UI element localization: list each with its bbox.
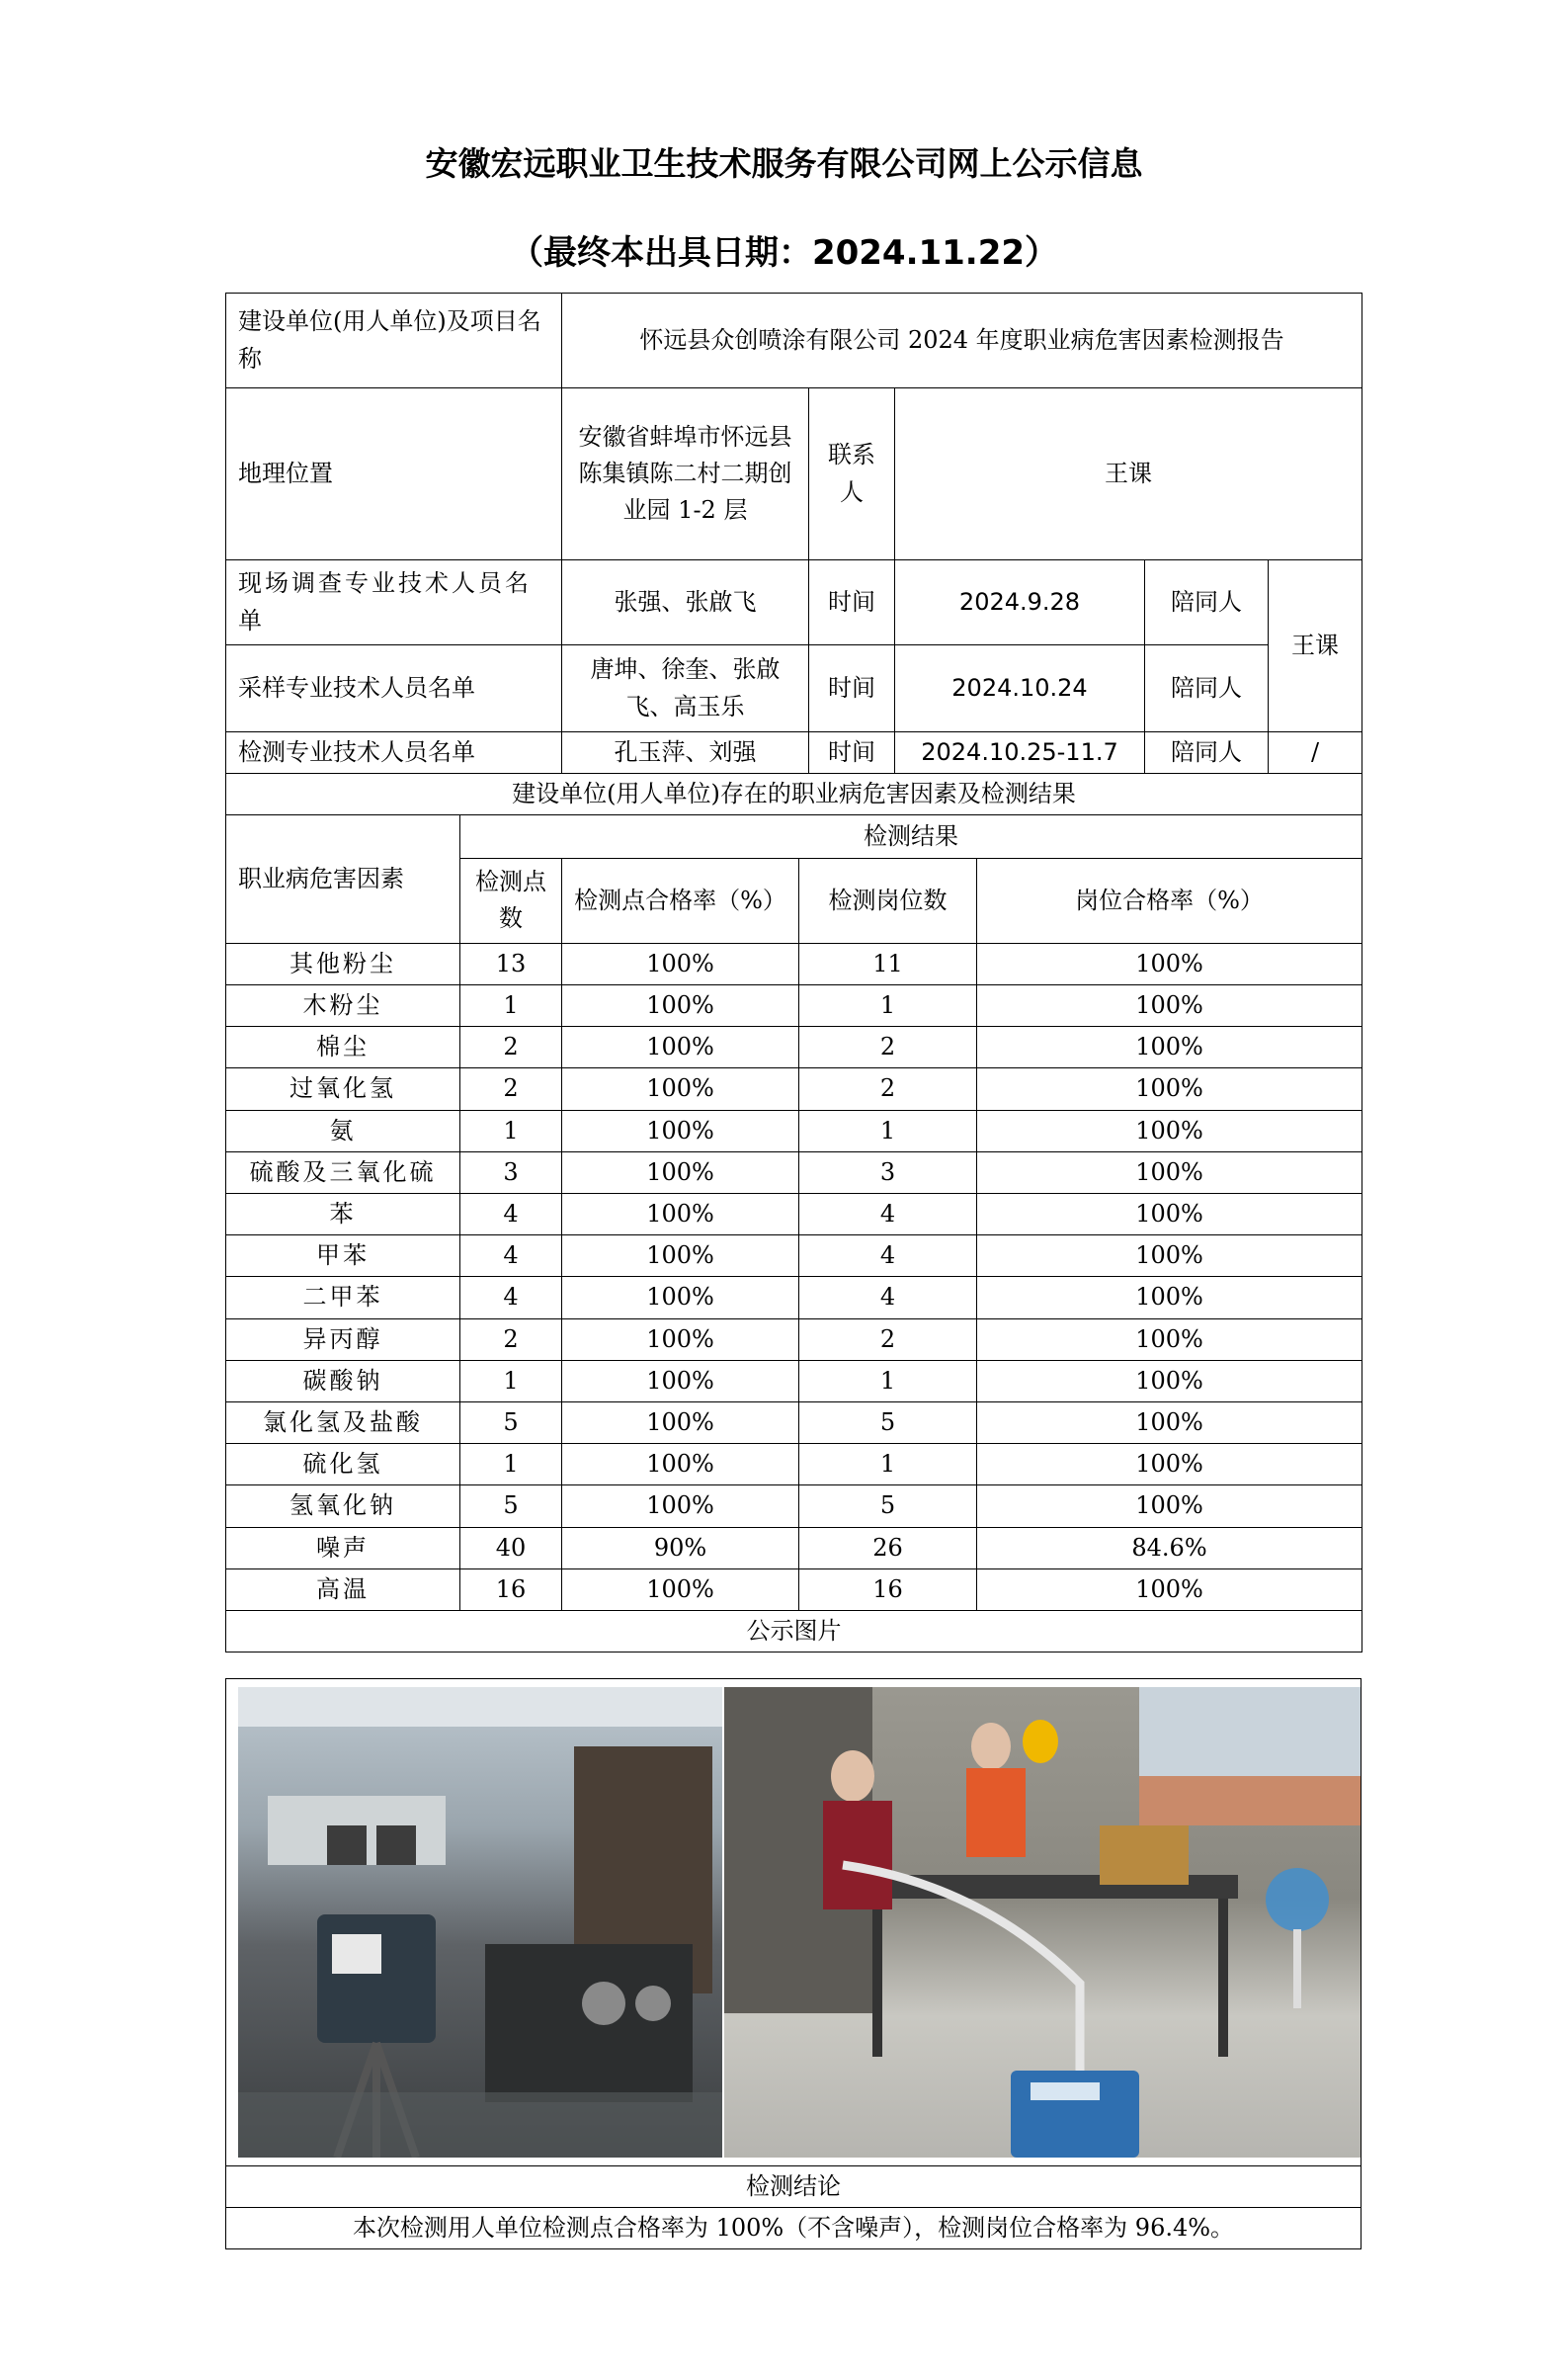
result-point-rate: 100% — [562, 1360, 799, 1401]
result-row — [226, 1360, 1362, 1401]
result-post-rate: 100% — [977, 1235, 1362, 1277]
photos-section-title: 公示图片 — [226, 1610, 1362, 1652]
result-point-rate: 100% — [562, 985, 799, 1027]
photos-cell — [226, 1679, 1362, 2166]
project-value: 怀远县众创喷涂有限公司 2024 年度职业病危害因素检测报告 — [562, 294, 1362, 388]
result-post-rate: 100% — [977, 1194, 1362, 1235]
result-post-rate: 100% — [977, 1068, 1362, 1110]
issue-date: （最终本出具日期：2024.11.22） — [509, 233, 1059, 273]
testing-time-label: 时间 — [809, 732, 895, 774]
disclosure-table-wrapper — [225, 293, 1362, 2249]
result-row — [226, 943, 1362, 984]
result-points: 1 — [460, 985, 562, 1027]
accompany-value: 王课 — [1269, 560, 1362, 732]
result-factor: 二甲苯 — [226, 1277, 460, 1318]
testing-time-value: 2024.10.25-11.7 — [895, 732, 1145, 774]
survey-time-value: 2024.9.28 — [895, 560, 1145, 645]
sampling-staff-label: 采样专业技术人员名单 — [226, 645, 562, 732]
result-post-rate: 84.6% — [977, 1527, 1362, 1568]
result-factor: 苯 — [226, 1194, 460, 1235]
result-factor: 噪声 — [226, 1527, 460, 1568]
project-label: 建设单位(用人单位)及项目名称 — [226, 294, 562, 388]
result-post-rate: 100% — [977, 1151, 1362, 1193]
result-row — [226, 1068, 1362, 1110]
result-point-rate: 100% — [562, 1568, 799, 1610]
conclusion-title: 检测结论 — [226, 2166, 1362, 2208]
result-point-rate: 100% — [562, 1110, 799, 1151]
result-posts: 16 — [799, 1568, 977, 1610]
col-points-header: 检测点数 — [460, 858, 562, 943]
result-post-rate: 100% — [977, 943, 1362, 984]
col-point-rate-header: 检测点合格率（%） — [562, 858, 799, 943]
result-posts: 11 — [799, 943, 977, 984]
result-posts: 1 — [799, 1110, 977, 1151]
result-post-rate: 100% — [977, 1401, 1362, 1443]
result-points: 5 — [460, 1401, 562, 1443]
result-row — [226, 1318, 1362, 1360]
result-factor: 高温 — [226, 1568, 460, 1610]
result-post-rate: 100% — [977, 1318, 1362, 1360]
result-factor: 氯化氢及盐酸 — [226, 1401, 460, 1443]
result-post-rate: 100% — [977, 1277, 1362, 1318]
result-posts: 4 — [799, 1194, 977, 1235]
result-points: 2 — [460, 1318, 562, 1360]
sampling-pump-on-tripod-photo-icon — [238, 1687, 722, 2158]
result-points: 1 — [460, 1360, 562, 1401]
result-point-rate: 100% — [562, 1401, 799, 1443]
result-point-rate: 100% — [562, 1151, 799, 1193]
workshop-workers-photo-icon — [724, 1687, 1361, 2158]
result-posts: 2 — [799, 1318, 977, 1360]
result-row — [226, 1194, 1362, 1235]
result-points: 1 — [460, 1444, 562, 1485]
sampling-time-value: 2024.10.24 — [895, 645, 1145, 732]
result-post-rate: 100% — [977, 1110, 1362, 1151]
testing-staff-value: 孔玉萍、刘强 — [562, 732, 809, 774]
result-row — [226, 1235, 1362, 1277]
result-point-rate: 100% — [562, 1068, 799, 1110]
result-points: 1 — [460, 1110, 562, 1151]
result-post-rate: 100% — [977, 1360, 1362, 1401]
result-rows — [226, 943, 1362, 1610]
sampling-staff-value: 唐坤、徐奎、张啟飞、高玉乐 — [562, 645, 809, 732]
result-row — [226, 1401, 1362, 1443]
result-posts: 4 — [799, 1277, 977, 1318]
info-table — [225, 293, 1362, 774]
factor-header: 职业病危害因素 — [226, 814, 460, 943]
location-label: 地理位置 — [226, 388, 562, 560]
col-post-rate-header: 岗位合格率（%） — [977, 858, 1362, 943]
result-row — [226, 1568, 1362, 1610]
result-point-rate: 90% — [562, 1527, 799, 1568]
result-factor: 甲苯 — [226, 1235, 460, 1277]
photo-sampling-equipment — [238, 1687, 722, 2158]
result-points: 13 — [460, 943, 562, 984]
result-points: 2 — [460, 1068, 562, 1110]
result-factor: 碳酸钠 — [226, 1360, 460, 1401]
result-points: 4 — [460, 1194, 562, 1235]
result-row — [226, 1027, 1362, 1068]
result-posts: 4 — [799, 1235, 977, 1277]
result-row — [226, 1444, 1362, 1485]
result-point-rate: 100% — [562, 1277, 799, 1318]
result-point-rate: 100% — [562, 1027, 799, 1068]
results-section-title: 建设单位(用人单位)存在的职业病危害因素及检测结果 — [226, 773, 1362, 814]
result-factor: 硫酸及三氧化硫 — [226, 1151, 460, 1193]
result-posts: 3 — [799, 1151, 977, 1193]
col-posts-header: 检测岗位数 — [799, 858, 977, 943]
contact-value: 王课 — [895, 388, 1362, 560]
result-posts: 26 — [799, 1527, 977, 1568]
result-point-rate: 100% — [562, 1318, 799, 1360]
result-posts: 1 — [799, 985, 977, 1027]
result-row — [226, 985, 1362, 1027]
result-row — [226, 1151, 1362, 1193]
result-posts: 5 — [799, 1485, 977, 1527]
result-factor: 木粉尘 — [226, 985, 460, 1027]
result-factor: 异丙醇 — [226, 1318, 460, 1360]
testing-accompany-label: 陪同人 — [1145, 732, 1269, 774]
result-points: 3 — [460, 1151, 562, 1193]
result-posts: 2 — [799, 1068, 977, 1110]
results-header: 检测结果 — [460, 814, 1362, 858]
results-table — [225, 773, 1362, 1653]
photos-table — [225, 1678, 1362, 2249]
sampling-accompany-label: 陪同人 — [1145, 645, 1269, 732]
survey-time-label: 时间 — [809, 560, 895, 645]
result-factor: 氢氧化钠 — [226, 1485, 460, 1527]
sampling-time-label: 时间 — [809, 645, 895, 732]
result-points: 4 — [460, 1277, 562, 1318]
result-posts: 5 — [799, 1401, 977, 1443]
result-points: 4 — [460, 1235, 562, 1277]
result-posts: 1 — [799, 1444, 977, 1485]
result-row — [226, 1485, 1362, 1527]
result-post-rate: 100% — [977, 1485, 1362, 1527]
result-post-rate: 100% — [977, 1568, 1362, 1610]
survey-staff-label: 现场调查专业技术人员名单 — [226, 560, 562, 645]
result-point-rate: 100% — [562, 1485, 799, 1527]
result-point-rate: 100% — [562, 1235, 799, 1277]
result-point-rate: 100% — [562, 1194, 799, 1235]
result-factor: 过氧化氢 — [226, 1068, 460, 1110]
result-post-rate: 100% — [977, 1027, 1362, 1068]
survey-staff-value: 张强、张啟飞 — [562, 560, 809, 645]
location-value: 安徽省蚌埠市怀远县陈集镇陈二村二期创业园 1-2 层 — [562, 388, 809, 560]
conclusion-text: 本次检测用人单位检测点合格率为 100%（不含噪声），检测岗位合格率为 96.4%。 — [226, 2208, 1362, 2249]
result-point-rate: 100% — [562, 943, 799, 984]
result-row — [226, 1527, 1362, 1568]
result-posts: 2 — [799, 1027, 977, 1068]
contact-label: 联系人 — [809, 388, 895, 560]
photo-workshop — [724, 1687, 1361, 2158]
result-row — [226, 1110, 1362, 1151]
result-post-rate: 100% — [977, 985, 1362, 1027]
result-point-rate: 100% — [562, 1444, 799, 1485]
survey-accompany-label: 陪同人 — [1145, 560, 1269, 645]
result-points: 2 — [460, 1027, 562, 1068]
result-points: 5 — [460, 1485, 562, 1527]
result-factor: 硫化氢 — [226, 1444, 460, 1485]
testing-accompany-value: / — [1269, 732, 1362, 774]
result-points: 40 — [460, 1527, 562, 1568]
testing-staff-label: 检测专业技术人员名单 — [226, 732, 562, 774]
result-factor: 其他粉尘 — [226, 943, 460, 984]
result-posts: 1 — [799, 1360, 977, 1401]
result-row — [226, 1277, 1362, 1318]
result-post-rate: 100% — [977, 1444, 1362, 1485]
result-factor: 氨 — [226, 1110, 460, 1151]
result-factor: 棉尘 — [226, 1027, 460, 1068]
document-title: 安徽宏远职业卫生技术服务有限公司网上公示信息 — [425, 144, 1143, 183]
result-points: 16 — [460, 1568, 562, 1610]
